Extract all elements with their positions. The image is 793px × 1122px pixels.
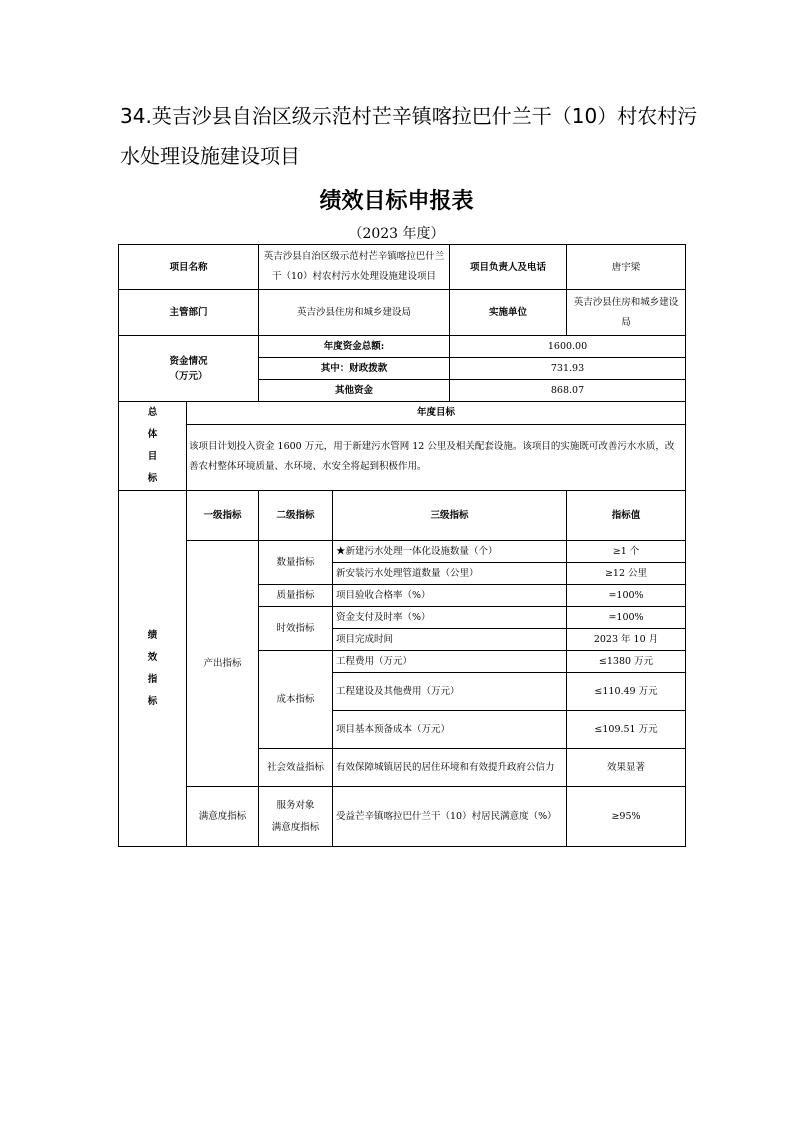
- level3-indicator: 受益芒辛镇喀拉巴什兰干（10）村居民满意度（%）: [333, 787, 567, 847]
- level3-indicator: 有效保障城镇居民的居住环境和有效提升政府公信力: [333, 749, 567, 787]
- goal-label-char: 总: [147, 407, 158, 418]
- indicator-value: ≥12 公里: [567, 563, 686, 585]
- indicator-value: 效果显著: [567, 749, 686, 787]
- indicators-label-char: 指: [147, 673, 158, 685]
- col-header-level2: 二级指标: [259, 491, 333, 541]
- indicators-label: [119, 491, 187, 847]
- funds-total-label: 年度资金总额:: [259, 336, 450, 358]
- indicator-value: ≤109.51 万元: [567, 711, 686, 749]
- level3-indicator: 项目完成时间: [333, 629, 567, 651]
- row-department: [119, 290, 686, 336]
- funds-label-line2: （万元）: [169, 370, 208, 382]
- performance-target-table: [118, 244, 686, 847]
- impl-label: 实施单位: [450, 290, 567, 336]
- row-project-name: [119, 245, 686, 290]
- row-goal-text: [119, 424, 686, 491]
- table-row: [119, 541, 686, 563]
- funds-label-line1: 资金情况: [169, 355, 208, 367]
- level2-service: [259, 787, 333, 847]
- funds-other-label: 其他资金: [259, 380, 450, 402]
- indicators-label-char: 绩: [147, 629, 158, 641]
- funds-fiscal-value: 731.93: [450, 358, 686, 380]
- indicator-value: ≥95%: [567, 787, 686, 847]
- level1-output: 产出指标: [187, 541, 259, 787]
- level3-indicator: 项目基本预备成本（万元）: [333, 711, 567, 749]
- goal-label-char: 标: [147, 473, 158, 484]
- dept-label: 主管部门: [119, 290, 259, 336]
- level2-social: 社会效益指标: [259, 749, 333, 787]
- level3-indicator: 工程建设及其他费用（万元）: [333, 673, 567, 711]
- level1-satisfaction: 满意度指标: [187, 787, 259, 847]
- owner-label: 项目负责人及电话: [450, 245, 567, 290]
- indicator-value: =100%: [567, 585, 686, 607]
- level3-indicator: 资金支付及时率（%）: [333, 607, 567, 629]
- indicator-value: ≤1380 万元: [567, 651, 686, 673]
- funds-other-value: 868.07: [450, 380, 686, 402]
- level3-indicator: 工程费用（万元）: [333, 651, 567, 673]
- project-heading: 34.英吉沙县自治区级示范村芒辛镇喀拉巴什兰干（10）村农村污水处理设施建设项目: [120, 104, 698, 168]
- funds-total-value: 1600.00: [450, 336, 686, 358]
- level2-quantity: 数量指标: [259, 541, 333, 585]
- col-header-level1: 一级指标: [187, 491, 259, 541]
- indicator-value: ≥1 个: [567, 541, 686, 563]
- indicator-value: 2023 年 10 月: [567, 629, 686, 651]
- dept-value: 英吉沙县住房和城乡建设局: [259, 290, 450, 336]
- funds-label: [119, 336, 259, 402]
- level3-indicator: 项目验收合格率（%）: [333, 585, 567, 607]
- row-funds-total: [119, 336, 686, 358]
- funds-fiscal-label: 其中：财政拨款: [259, 358, 450, 380]
- level2-cost: 成本指标: [259, 651, 333, 749]
- goal-label: [119, 402, 187, 491]
- goal-header: 年度目标: [187, 402, 686, 425]
- form-title: 绩效目标申报表: [319, 189, 474, 214]
- level2-service-line1: 服务对象: [276, 799, 315, 811]
- project-name-label: 项目名称: [119, 245, 259, 290]
- col-header-level3: 三级指标: [333, 491, 567, 541]
- goal-label-char: 目: [147, 451, 158, 462]
- col-header-value: 指标值: [567, 491, 686, 541]
- row-goal-header: [119, 402, 686, 425]
- owner-value: 唐宇梁: [567, 245, 686, 290]
- row-indicators-header: [119, 491, 686, 541]
- goal-label-char: 体: [147, 429, 158, 440]
- level2-service-line2: 满意度指标: [271, 821, 320, 833]
- goal-text: 该项目计划投入资金 1600 万元，用于新建污水管网 12 公里及相关配套设施。该项目的实施既可改善污水水质，改善农村整体环境质量、水环境、水安全将起到积极作用。: [187, 424, 686, 491]
- indicator-value: =100%: [567, 607, 686, 629]
- level3-indicator: 新安装污水处理管道数量（公里）: [333, 563, 567, 585]
- level3-indicator: ★新建污水处理一体化设施数量（个）: [333, 541, 567, 563]
- indicator-value: ≤110.49 万元: [567, 673, 686, 711]
- project-name-value: 英吉沙县自治区级示范村芒辛镇喀拉巴什兰干（10）村农村污水处理设施建设项目: [259, 245, 450, 290]
- indicators-label-char: 效: [147, 651, 158, 663]
- indicators-label-char: 标: [147, 695, 158, 707]
- level2-time: 时效指标: [259, 607, 333, 651]
- level2-quality: 质量指标: [259, 585, 333, 607]
- form-year: （2023 年度）: [348, 226, 445, 242]
- table-row: [119, 787, 686, 847]
- impl-value: 英吉沙县住房和城乡建设局: [567, 290, 686, 336]
